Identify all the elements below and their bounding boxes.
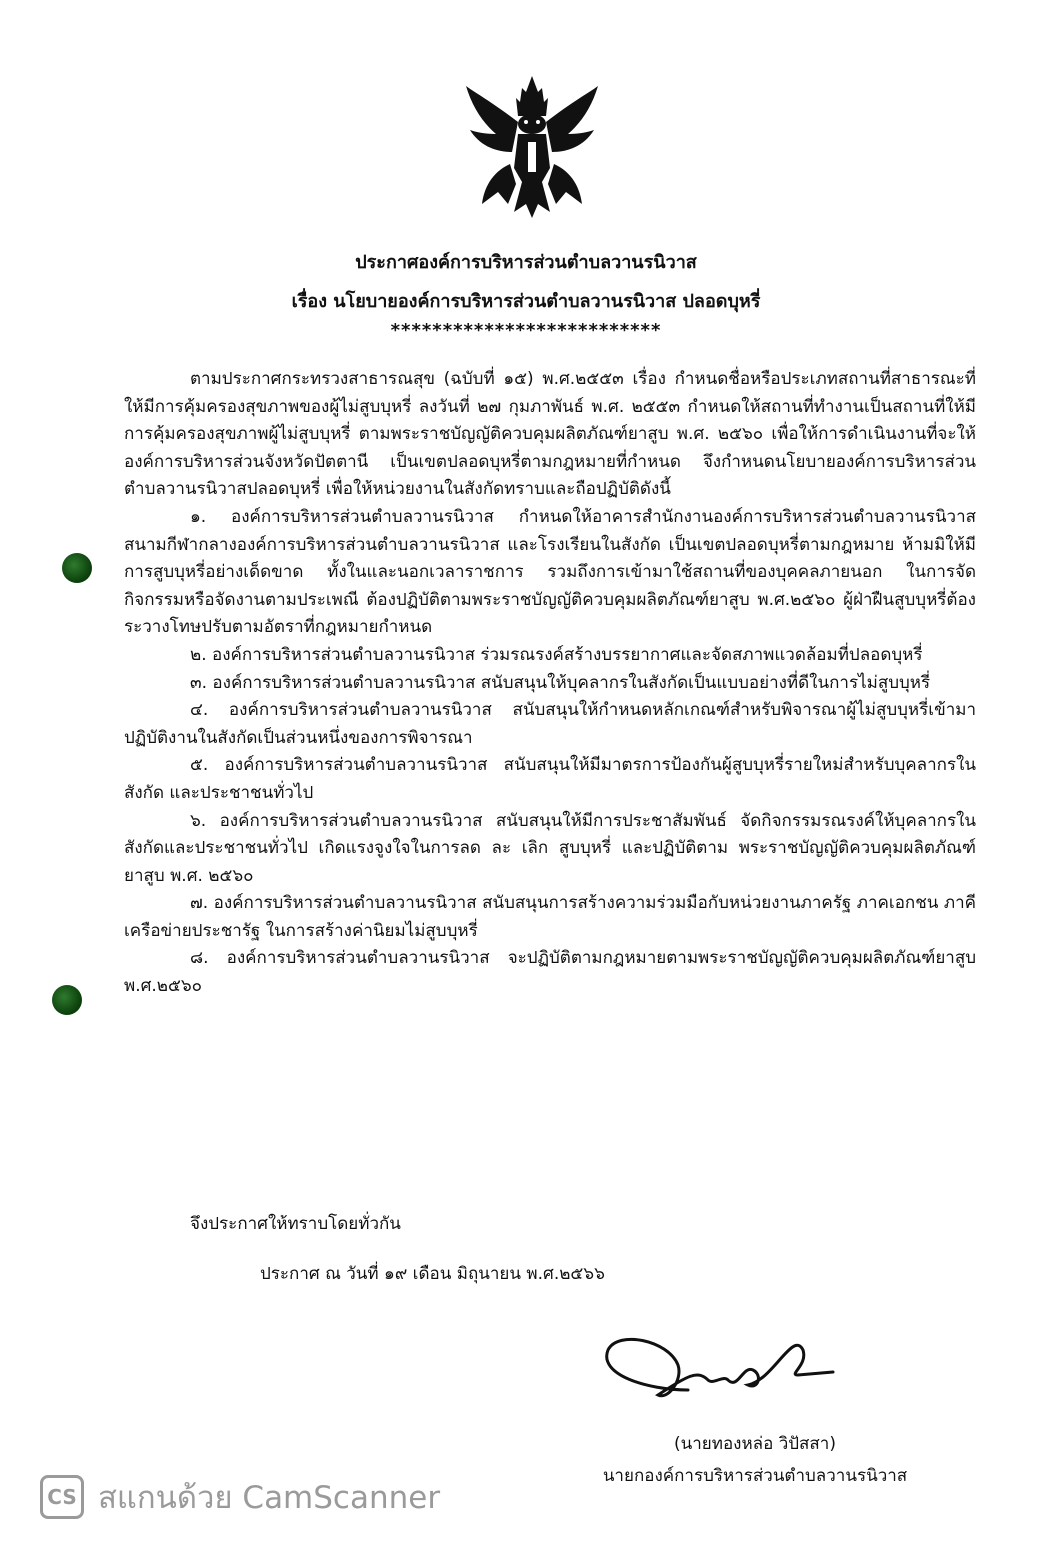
policy-item-7: ๗. องค์การบริหารส่วนตำบลวานรนิวาส สนับสนุนการสร้างความร่วมมือกับหน่วยงานภาครัฐ ภาคเอกชน ภาคีเครือข่ายประชารัฐ ในการสร้างค่านิยมไม่สูบบุหรี่ <box>124 893 976 941</box>
policy-item-6: ๖. องค์การบริหารส่วนตำบลวานรนิวาส สนับสนุนให้มีการประชาสัมพันธ์ จัดกิจกรรมรณรงค์ให้บุคลากรในสังกัดและประชาชนทั่วไป เกิดแรงจูงใจในการลด ละ เลิก สูบบุหรี่ และปฏิบัติตาม พระราชบัญญัติควบคุมผลิตภัณฑ์ยาสูบ พ.ศ. ๒๕๖๐ <box>124 810 976 886</box>
announcement-title: ประกาศองค์การบริหารส่วนตำบลวานรนิวาส <box>355 252 697 273</box>
announcement-subject: เรื่อง นโยบายองค์การบริหารส่วนตำบลวานรนิวาส ปลอดบุหรี่ <box>291 291 761 312</box>
policy-item-4: ๔. องค์การบริหารส่วนตำบลวานรนิวาส สนับสนุนให้กำหนดหลักเกณฑ์สำหรับพิจารณาผู้ไม่สูบบุหรี่เข้ามาปฏิบัติงานในสังกัดเป็นส่วนหนึ่งของการพิจารณา <box>124 700 976 748</box>
announcement-body <box>124 366 976 1001</box>
green-marker-dot <box>62 553 92 583</box>
green-marker-dot <box>52 985 82 1015</box>
camscanner-text: สแกนด้วย CamScanner <box>98 1480 441 1516</box>
intro-paragraph: ตามประกาศกระทรวงสาธารณสุข (ฉบับที่ ๑๕) พ.ศ.๒๕๕๓ เรื่อง กำหนดชื่อหรือประเภทสถานที่สาธารณะที่ให้มีการคุ้มครองสุขภาพของผู้ไม่สูบบุหรี่ ลงวันที่ ๒๗ กุมภาพันธ์ พ.ศ. ๒๕๕๓ กำหนดให้สถานที่ทำงานเป็นสถานที่ให้มีการคุ้มครองสุขภาพผู้ไม่สูบบุหรี่ ตามพระราชบัญญัติควบคุมผลิตภัณฑ์ยาสูบ พ.ศ. ๒๕๖๐ เพื่อให้การดำเนินงานที่จะให้องค์การบริหารส่วนจังหวัดปัตตานี เป็นเขตปลอดบุหรี่ตามกฎหมายที่กำหนด จึงกำหนดนโยบายองค์การบริหารส่วนตำบลวานรนิวาสปลอดบุหรี่ เพื่อให้หน่วยงานในสังกัดทราบและถือปฏิบัติดังนี้ <box>124 369 976 500</box>
signer-name: (นายทองหล่อ วิปัสสา) <box>674 1434 836 1454</box>
policy-item-1: ๑. องค์การบริหารส่วนตำบลวานรนิวาส กำหนดให้อาคารสำนักงานองค์การบริหารส่วนตำบลวานรนิวาส สนามกีฬากลางองค์การบริหารส่วนตำบลวานรนิวาส และโรงเรียนในสังกัด เป็นเขตปลอดบุหรี่ตามกฎหมาย ห้ามมิให้มีการสูบบุหรี่อย่างเด็ดขาด ทั้งในและนอกเวลาราชการ รวมถึงการเข้ามาใช้สถานที่ของบุคคลภายนอก ในการจัดกิจกรรมหรือจัดงานตามประเพณี ต้องปฏิบัติตามพระราชบัญญัติควบคุมผลิตภัณฑ์ยาสูบ พ.ศ.๒๕๖๐ ผู้ฝ่าฝืนสูบบุหรี่ต้องระวางโทษปรับตามอัตราที่กฎหมายกำหนด <box>124 506 976 638</box>
signature-icon <box>588 1320 838 1420</box>
separator-line: ************************** <box>390 320 662 341</box>
policy-item-5: ๕. องค์การบริหารส่วนตำบลวานรนิวาส สนับสนุนให้มีมาตรการป้องกันผู้สูบบุหรี่รายใหม่สำหรับบุคลากรในสังกัด และประชาชนทั่วไป <box>124 755 976 803</box>
closing-announce: จึงประกาศให้ทราบโดยทั่วกัน <box>190 1214 401 1234</box>
signer-position: นายกองค์การบริหารส่วนตำบลวานรนิวาส <box>602 1466 908 1486</box>
announcement-date: ประกาศ ณ วันที่ ๑๙ เดือน มิถุนายน พ.ศ.๒๕๖๖ <box>260 1264 605 1284</box>
policy-item-3: ๓. องค์การบริหารส่วนตำบลวานรนิวาส สนับสนุนให้บุคลากรในสังกัดเป็นแบบอย่างที่ดีในการไม่สูบบุหรี่ <box>190 672 931 693</box>
camscanner-logo-icon: CS <box>40 1475 84 1519</box>
policy-item-2: ๒. องค์การบริหารส่วนตำบลวานรนิวาส ร่วมรณรงค์สร้างบรรยากาศและจัดสภาพแวดล้อมที่ปลอดบุหรี่ <box>190 644 923 665</box>
camscanner-watermark <box>40 1472 440 1522</box>
policy-item-8: ๘. องค์การบริหารส่วนตำบลวานรนิวาส จะปฏิบัติตามกฎหมายตามพระราชบัญญัติควบคุมผลิตภัณฑ์ยาสูบ พ.ศ.๒๕๖๐ <box>124 948 976 997</box>
garuda-emblem-icon <box>462 72 602 222</box>
